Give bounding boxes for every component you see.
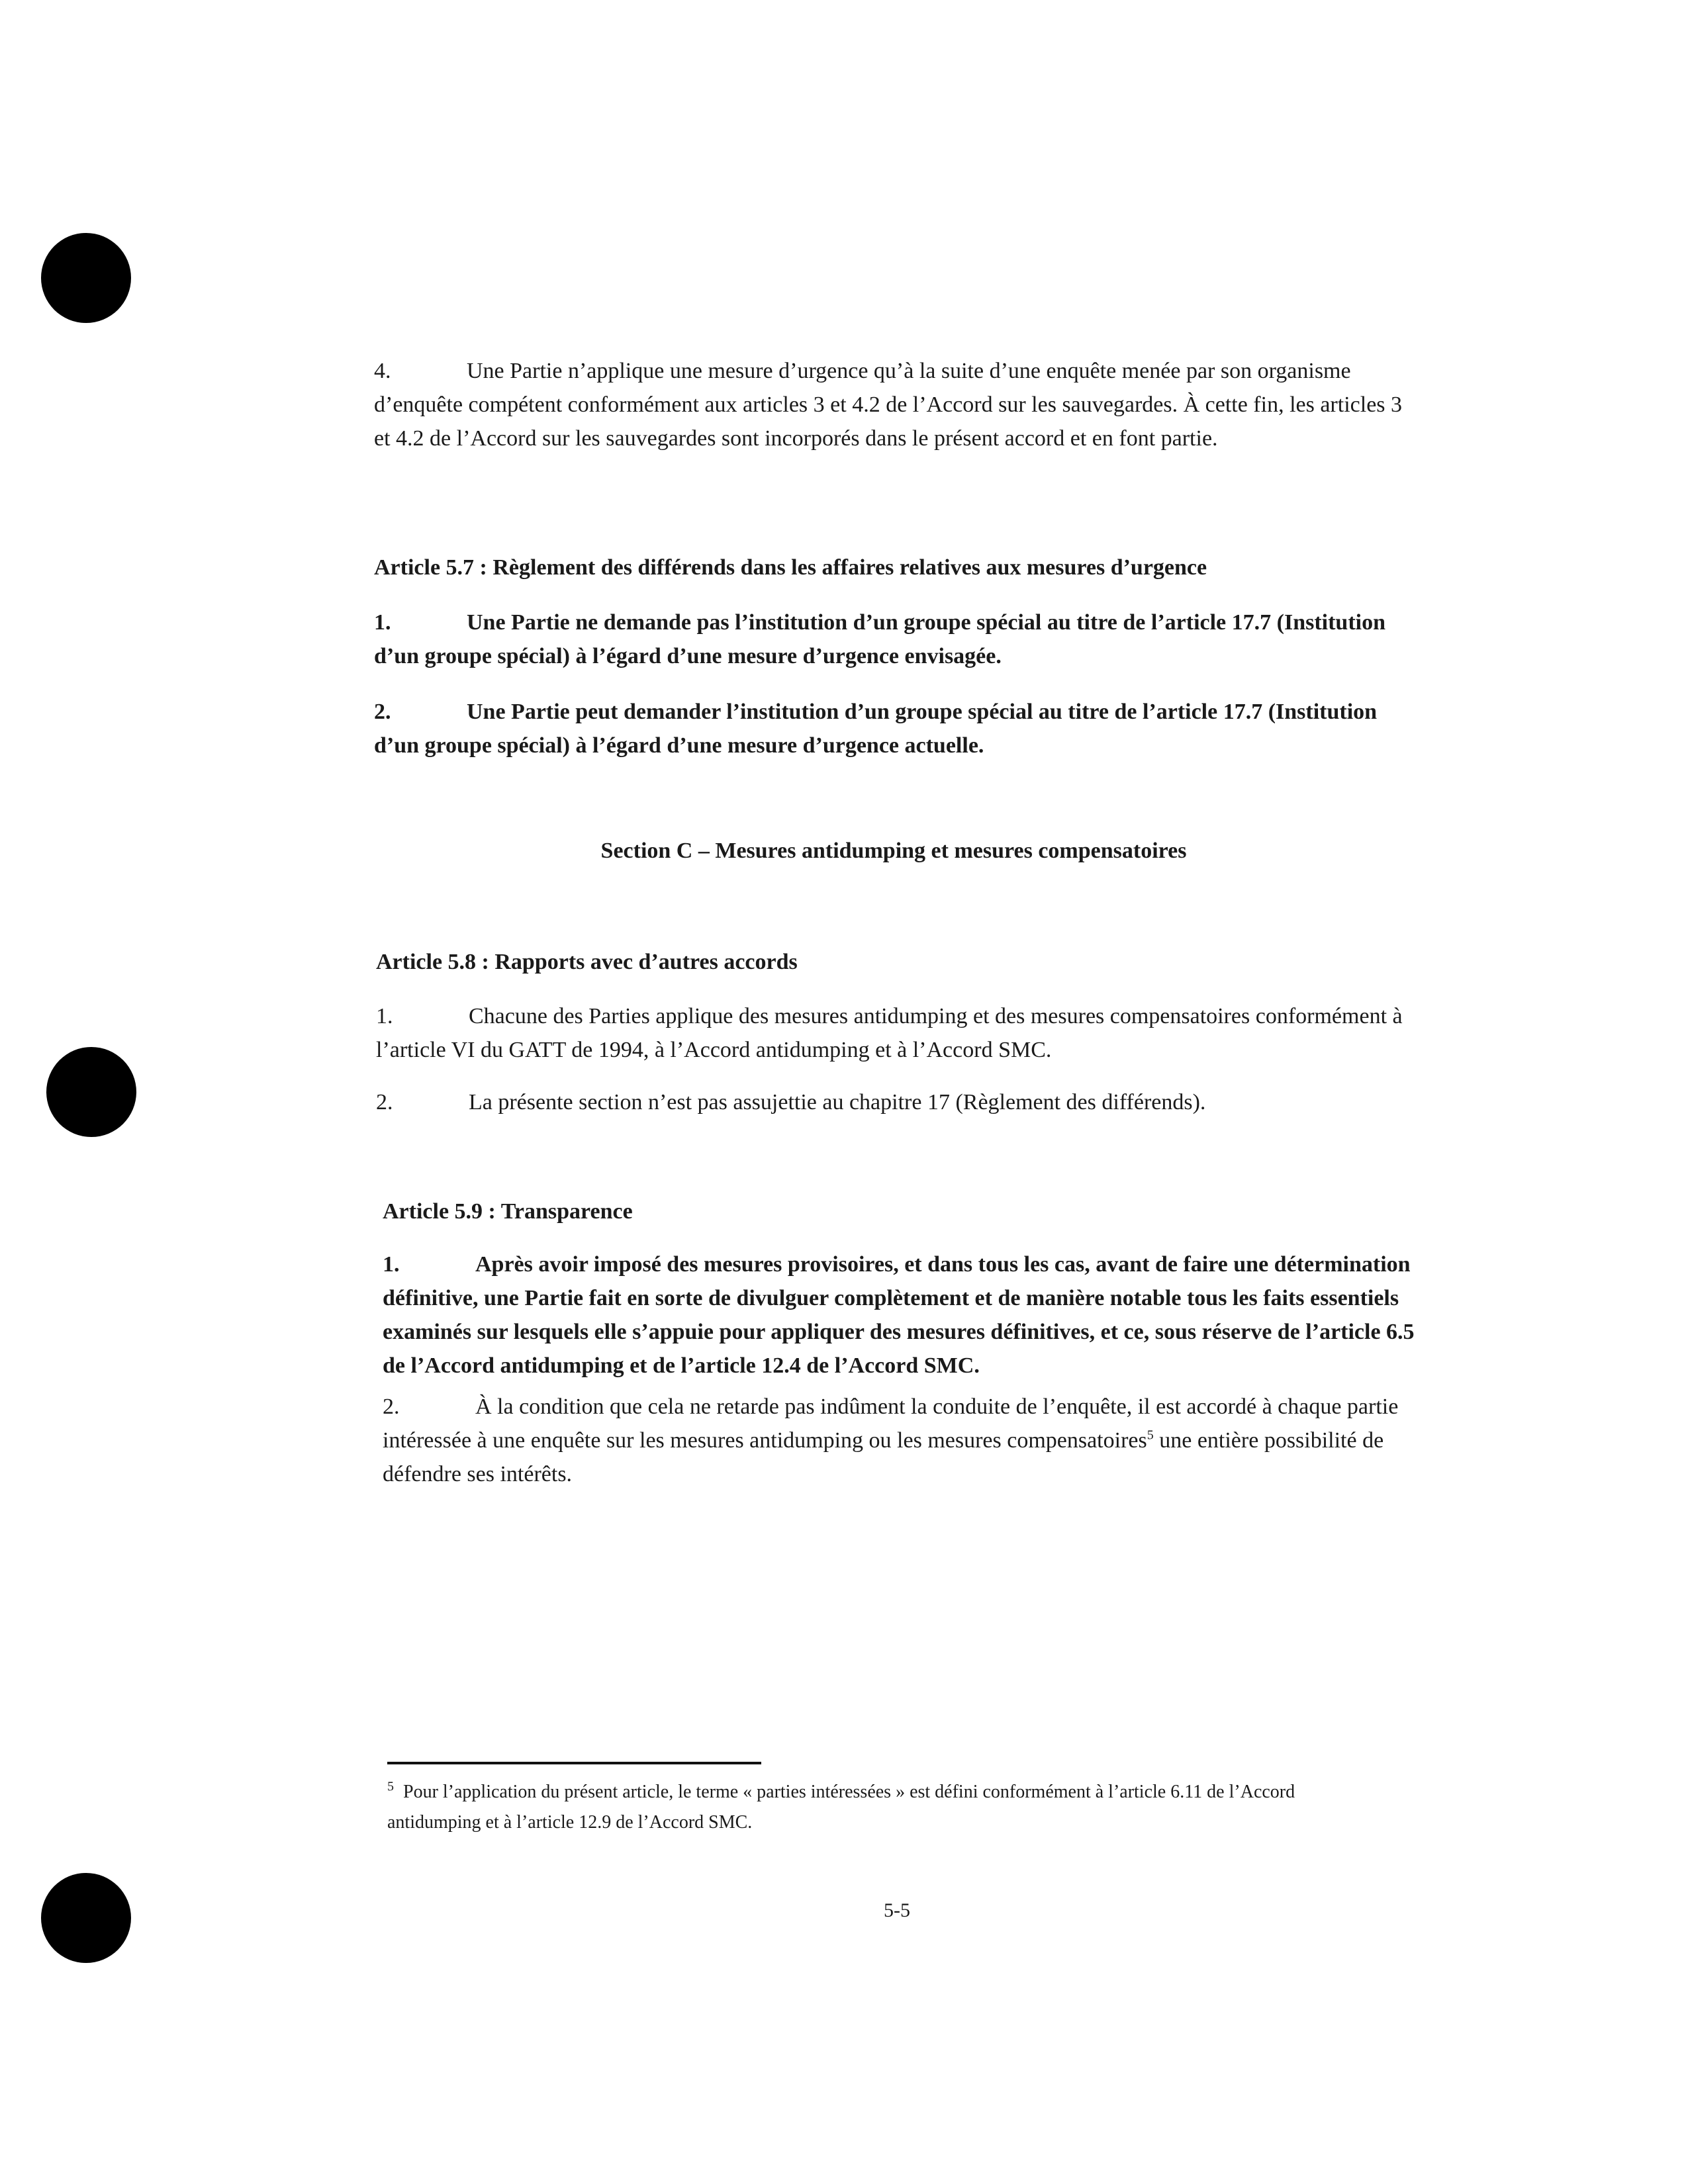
- article-5-8-heading: Article 5.8 : Rapports avec d’autres accords: [376, 950, 798, 974]
- paragraph-text: Une Partie ne demande pas l’institution d’un groupe spécial au titre de l’article 17.7 (Institution d’un groupe spécial) à l’égard d’une mesure d’urgence envisagée.: [374, 610, 1386, 668]
- paragraph-text: La présente section n’est pas assujettie au chapitre 17 (Règlement des différends).: [469, 1090, 1206, 1115]
- paragraph-text: Après avoir imposé des mesures provisoires, et dans tous les cas, avant de faire une détermination définitive, une Partie fait en sorte de divulguer complètement et de manière notable tous les faits essentiels examinés sur lesquels elle s’appuie pour appliquer des mesures définitives, et ce, sous réserve de l’article 6.5 de l’Accord antidumping et de l’article 12.4 de l’Accord SMC.: [383, 1252, 1415, 1378]
- paragraph-text: Une Partie n’applique une mesure d’urgence qu’à la suite d’une enquête menée par son organisme d’enquête compétent conformément aux articles 3 et 4.2 de l’Accord sur les sauvegardes. À cette fin, les articles 3 et 4.2 de l’Accord sur les sauvegardes sont incorporés dans le présent accord et en font partie.: [374, 359, 1403, 451]
- page-number: 5-5: [884, 1899, 910, 1921]
- footnote-text: Pour l’application du présent article, le terme « parties intéressées » est défini conformément à l’article 6.11 de l’Accord antidumping et à l’article 12.9 de l’Accord SMC.: [387, 1782, 1295, 1833]
- article-5-9-paragraph-1: [383, 1248, 1415, 1383]
- article-5-7-paragraph-2: [374, 695, 1407, 762]
- article-5-9-heading: Article 5.9 : Transparence: [383, 1199, 633, 1224]
- punch-hole-middle: [46, 1047, 136, 1137]
- paragraph-text: Une Partie peut demander l’institution d’un groupe spécial au titre de l’article 17.7 (Institution d’un groupe spécial) à l’égard d’une mesure d’urgence actuelle.: [374, 700, 1378, 758]
- paragraph-text: À la condition que cela ne retarde pas indûment la conduite de l’enquête, il est accordé à chaque partie intéressée à une enquête sur les mesures antidumping ou les mesures compensatoires: [383, 1394, 1399, 1453]
- punch-hole-bottom: [41, 1873, 131, 1963]
- paragraph-number: 1.: [376, 1004, 393, 1028]
- section-c-heading: Section C – Mesures antidumping et mesures compensatoires: [600, 839, 1187, 863]
- article-5-6-paragraph-4: [374, 354, 1407, 455]
- paragraph-number: 1.: [374, 610, 391, 635]
- paragraph-text: Chacune des Parties applique des mesures antidumping et des mesures compensatoires conformément à l’article VI du GATT de 1994, à l’Accord antidumping et à l’Accord SMC.: [376, 1004, 1403, 1062]
- paragraph-number: 2.: [383, 1394, 400, 1419]
- article-5-8-paragraph-1: [376, 999, 1409, 1067]
- paragraph-text-continued: une entière possibilité de défendre ses intérêts.: [383, 1428, 1384, 1486]
- footnote: [387, 1777, 1327, 1838]
- article-5-7-paragraph-1: [374, 606, 1407, 673]
- footnote-marker: 5: [387, 1779, 394, 1794]
- article-5-8-paragraph-2: [376, 1085, 1409, 1119]
- punch-hole-top: [41, 233, 131, 323]
- paragraph-number: 4.: [374, 359, 391, 383]
- article-5-7-heading: Article 5.7 : Règlement des différends dans les affaires relatives aux mesures d’urgence: [374, 555, 1207, 580]
- footnote-separator: [387, 1762, 761, 1764]
- article-5-9-paragraph-2: [383, 1390, 1415, 1491]
- paragraph-number: 2.: [376, 1090, 393, 1115]
- paragraph-number: 1.: [383, 1252, 400, 1277]
- paragraph-number: 2.: [374, 700, 391, 724]
- footnote-reference: 5: [1147, 1428, 1154, 1443]
